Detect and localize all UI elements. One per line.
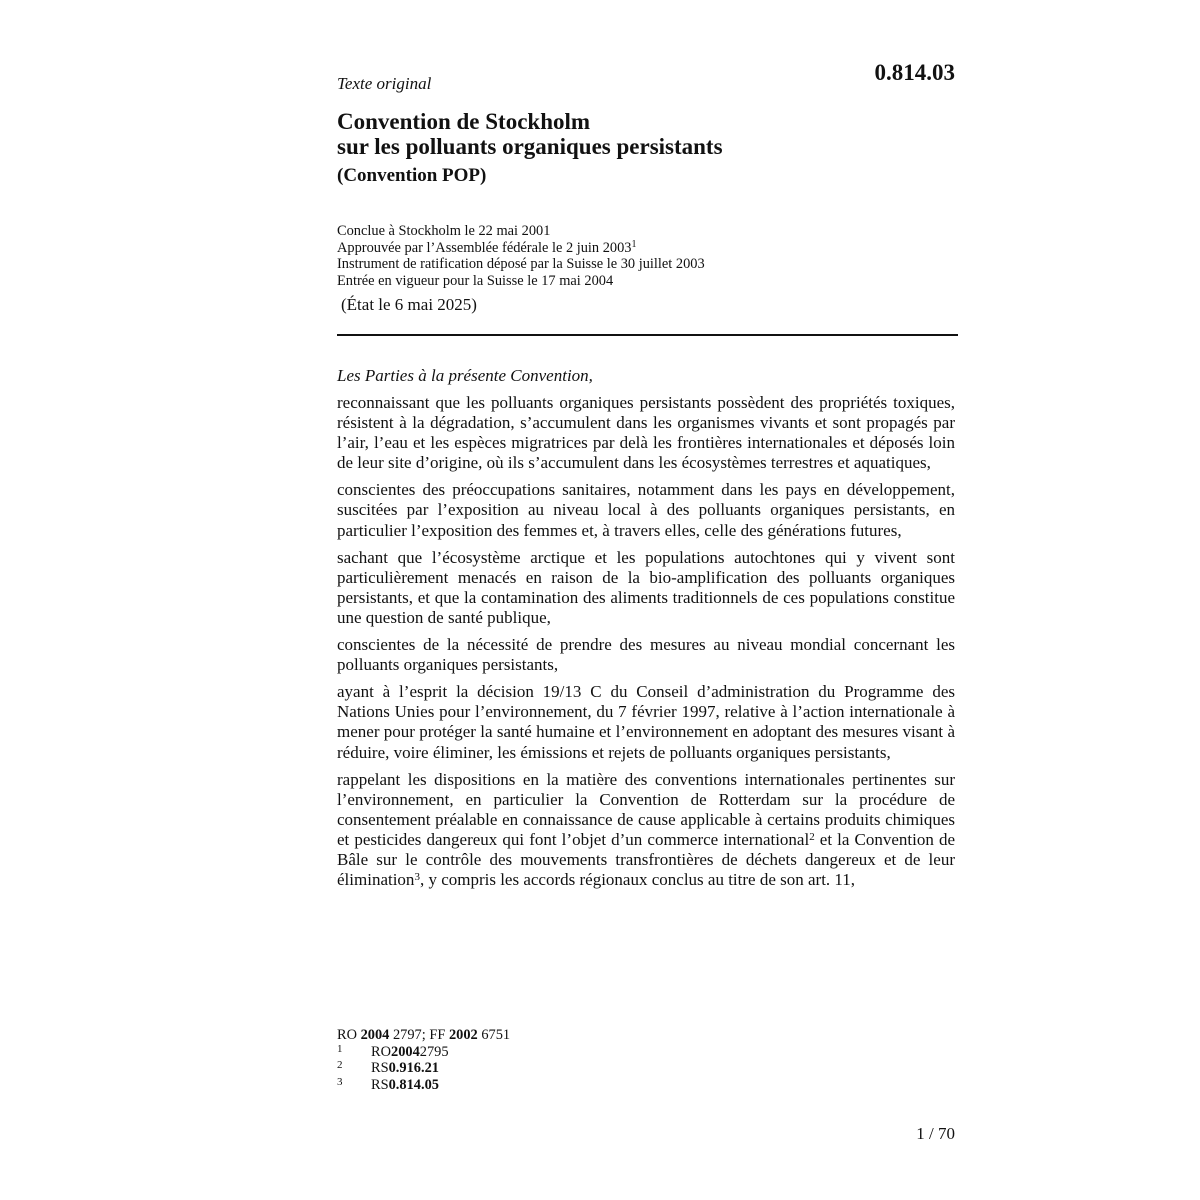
preamble-body — [337, 393, 955, 897]
footnotes — [337, 1027, 955, 1093]
preamble-intro: Les Parties à la présente Convention, — [337, 366, 593, 385]
concluded-line: Conclue à Stockholm le 22 mai 2001 — [337, 223, 551, 239]
preamble-paragraph: reconnaissant que les polluants organiques persistants possèdent des propriétés toxiques, résistent à la dégradation, s’accumulent dans les organismes vivants et sont propagés par l’air, l’eau et les espèces migratrices par delà les frontières internationales et déposés loin de leur site d’origine, où ils s’accumulent dans les écosystèmes terrestres et aquatiques, — [337, 393, 955, 473]
official-compilation-reference: RO 2004 2797; FF 2002 6751 — [337, 1027, 511, 1043]
conclusion-metadata — [337, 223, 955, 289]
document-title — [337, 109, 955, 159]
approved-line: Approuvée par l’Assemblée fédérale le 2 juin 2003$^1$ — [337, 238, 637, 256]
footnote-item: 3 RS 0.814.05 — [337, 1075, 439, 1093]
title-line-2: sur les polluants organiques persistants — [337, 134, 723, 159]
preamble-paragraph: sachant que l’écosystème arctique et les populations autochtones qui y vivent sont particulièrement menacés en raison de la bio-amplification des polluants organiques persistants, et que la contamination des aliments traditionnels de ces populations constitue une question de santé publique, — [337, 547, 955, 627]
footnote-item: 1 RO 2004 2795 — [337, 1042, 449, 1060]
footnote-ref-1[interactable]: 1 — [631, 238, 637, 250]
preamble-paragraph: rappelant les dispositions en la matière des conventions internationales pertinentes sur l’environnement, en particulier la Convention de Rotterdam sur la procédure de consentement préalable en connaissance de cause applicable à certains produits chimiques et pesticides dangereux qui font l’objet d’un commerce international$^2$ et la Convention de Bâle sur le contrôle des mouvements transfrontières de déchets dangereux et de leur élimination$^3$, y compris les accords régionaux conclus au titre de son art. 11, — [337, 769, 955, 890]
preamble-paragraph: conscientes de la nécessité de prendre des mesures au niveau mondial concernant les polluants organiques persistants, — [337, 635, 955, 675]
footnote-ref-2[interactable]: 2 — [809, 830, 815, 843]
short-title: (Convention POP) — [337, 165, 487, 186]
footnote-item: 2 RS 0.916.21 — [337, 1059, 439, 1076]
entry-into-force-line: Entrée en vigueur pour la Suisse le 17 mai 2004 — [337, 272, 614, 289]
preamble-paragraph: ayant à l’esprit la décision 19/13 C du Conseil d’administration du Programme des Nations Unies pour l’environnement, du 7 février 1997, relative à l’action internationale à mener pour protéger la santé humaine et l’environnement en adoptant des mesures visant à réduire, voire éliminer, les émissions et rejets de polluants organiques persistants, — [337, 682, 955, 762]
ratification-line: Instrument de ratification déposé par la Suisse le 30 juillet 2003 — [337, 256, 705, 272]
state-date: (État le 6 mai 2025) — [341, 295, 477, 314]
page-number: 1 / 70 — [916, 1124, 955, 1143]
header-divider — [337, 334, 958, 336]
original-text-label: Texte original — [337, 74, 432, 93]
title-line-1: Convention de Stockholm — [337, 109, 591, 134]
sr-number: 0.814.03 — [874, 60, 955, 85]
preamble-paragraph: conscientes des préoccupations sanitaires, notamment dans les pays en développement, suscitées par l’exposition au niveau local à des polluants organiques persistants, en particulier l’exposition des femmes et, à travers elles, celle des générations futures, — [337, 480, 955, 540]
footnote-ref-3[interactable]: 3 — [414, 871, 420, 884]
